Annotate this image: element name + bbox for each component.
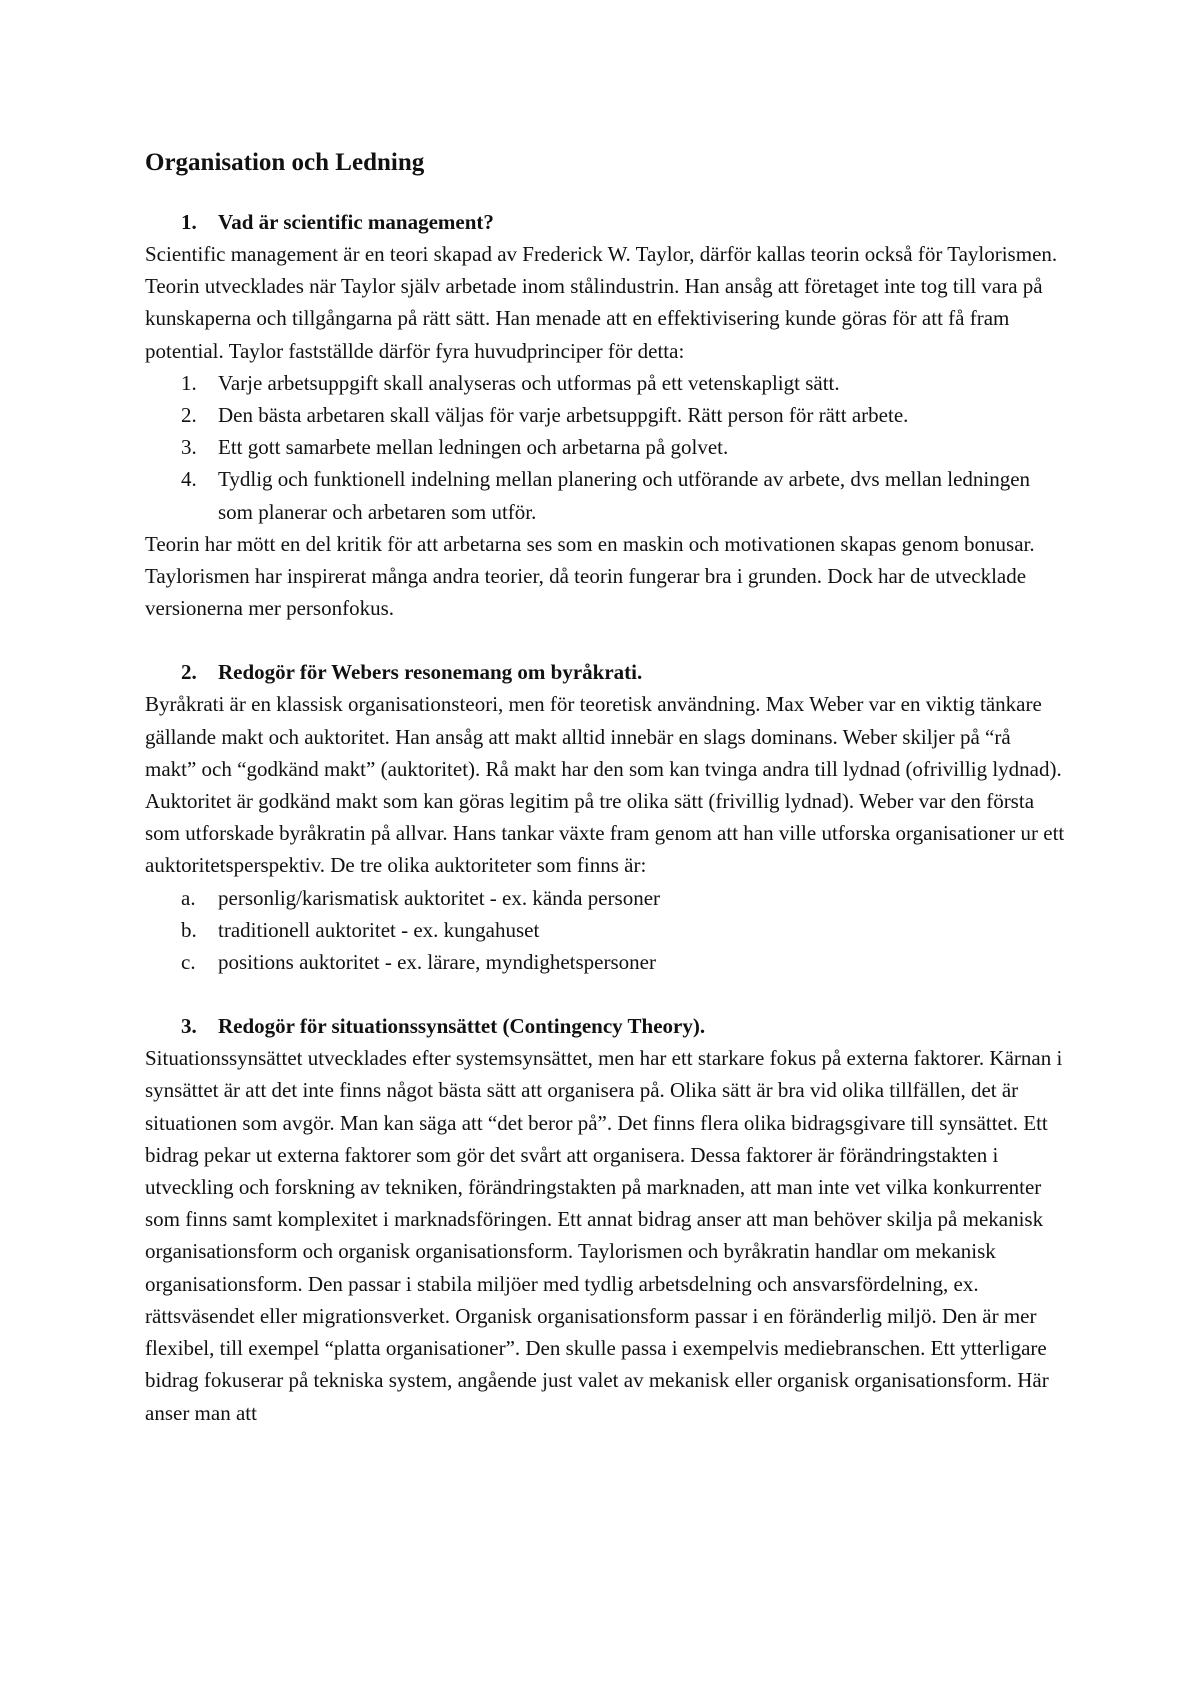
list-item-text: personlig/karismatisk auktoritet - ex. kända personer — [218, 885, 661, 910]
section-number: 2. — [181, 660, 197, 685]
section-intro: Scientific management är en teori skapad av Frederick W. Taylor, därför kallas teorin också för Taylorismen. Teorin utvecklades när Taylor själv arbetade inom stålindustrin. Han ansåg att företaget inte tog till vara på kunskaperna och tillgångarna på rätt sätt. Han menade att en effektivisering kunde göras för att få fram potential. Taylor fastställde därför fyra huvudprinciper för detta: — [145, 242, 1058, 363]
section-spacer — [145, 978, 1065, 1010]
list-item — [145, 914, 1065, 946]
list-item-text: Den bästa arbetaren skall väljas för varje arbetsuppgift. Rätt person för rätt arbete. — [218, 403, 909, 428]
list-item — [145, 367, 1065, 399]
list-marker: 1. — [181, 370, 197, 395]
list-marker: b. — [181, 917, 197, 942]
section-intro: Situationssynsättet utvecklades efter systemsynsättet, men har ett starkare fokus på externa faktorer. Kärnan i synsättet är att det inte finns något bästa sätt att organisera på. Olika sätt är bra vid olika tillfällen, det är situationen som avgör. Man kan säga att “det beror på”. Det finns flera olika bidragsgivare till synsättet. Ett bidrag pekar ut externa faktorer som gör det svårt att organisera. Dessa faktorer är förändringstakten i utveckling och forskning av tekniken, förändringstakten på marknaden, att man inte vet vilka konkurrenter som finns samt komplexitet i marknadsföringen. Ett annat bidrag anser att man behöver skilja på mekanisk organisationsform och organisk organisationsform. Taylorismen och byråkratin handlar om mekanisk organisationsform. Den passar i stabila miljöer med tydlig arbetsdelning och ansvarsfördelning, ex. rättsväsendet eller migrationsverket. Organisk organisationsform passar i en föränderlig miljö. Den är mer flexibel, till exempel “platta organisationer”. Den skulle passa i exempelvis mediebranschen. Ett ytterligare bidrag fokuserar på tekniska system, angående just valet av mekanisk eller organisk organisationsform. Här anser man att — [145, 1046, 1063, 1425]
list-item — [145, 399, 1065, 431]
section-heading-text: Redogör för Webers resonemang om byråkrati. — [218, 660, 643, 685]
list-item-text: Ett gott samarbete mellan ledningen och arbetarna på golvet. — [218, 435, 729, 460]
list-item-text: traditionell auktoritet - ex. kungahuset — [218, 917, 540, 942]
section-heading-text: Redogör för situationssynsättet (Contingency Theory). — [218, 1014, 706, 1039]
section-1 — [145, 206, 1065, 624]
list-marker: a. — [181, 885, 196, 910]
list-marker: 3. — [181, 435, 197, 460]
document-page — [145, 146, 1065, 1429]
section-3 — [145, 1010, 1065, 1428]
section-heading-text: Vad är scientific management? — [218, 210, 494, 234]
lettered-list — [145, 882, 1065, 979]
section-number: 3. — [181, 1014, 197, 1039]
list-marker: 2. — [181, 403, 197, 428]
section-2 — [145, 656, 1065, 978]
section-heading — [145, 656, 1065, 688]
section-heading — [145, 206, 1065, 238]
document-title: Organisation och Ledning — [145, 149, 425, 176]
section-outro: Teorin har mött en del kritik för att arbetarna ses som en maskin och motivationen skapas genom bonusar. Taylorismen har inspirerat många andra teorier, då teorin fungerar bra i grunden. Dock har de utvecklade versionerna mer personfokus. — [145, 531, 1035, 621]
list-item-text: Tydlig och funktionell indelning mellan planering och utförande av arbete, dvs mellan ledningen som planerar och arbetaren som utför. — [218, 467, 1031, 524]
list-item-text: positions auktoritet - ex. lärare, myndighetspersoner — [218, 950, 656, 975]
list-item — [145, 431, 1065, 463]
section-intro: Byråkrati är en klassisk organisationsteori, men för teoretisk användning. Max Weber var en viktig tänkare gällande makt och auktoritet. Han ansåg att makt alltid innebär en slags dominans. Weber skiljer på “rå makt” och “godkänd makt” (auktoritet). Rå makt har den som kan tvinga andra till lydnad (ofrivillig lydnad). Auktoritet är godkänd makt som kan göras legitim på tre olika sätt (frivillig lydnad). Weber var den första som utforskade byråkratin på allvar. Hans tankar växte fram genom att han ville utforska organisationer ur ett auktoritetsperspektiv. De tre olika auktoriteter som finns är: — [145, 692, 1065, 878]
numbered-list — [145, 367, 1065, 528]
list-marker: 4. — [181, 467, 197, 492]
list-item — [145, 946, 1065, 978]
section-spacer — [145, 624, 1065, 656]
list-marker: c. — [181, 950, 196, 975]
list-item — [145, 882, 1065, 914]
list-item-text: Varje arbetsuppgift skall analyseras och utformas på ett vetenskapligt sätt. — [218, 370, 840, 395]
section-number: 1. — [181, 210, 197, 234]
list-item — [145, 463, 1065, 527]
section-heading — [145, 1010, 1065, 1042]
